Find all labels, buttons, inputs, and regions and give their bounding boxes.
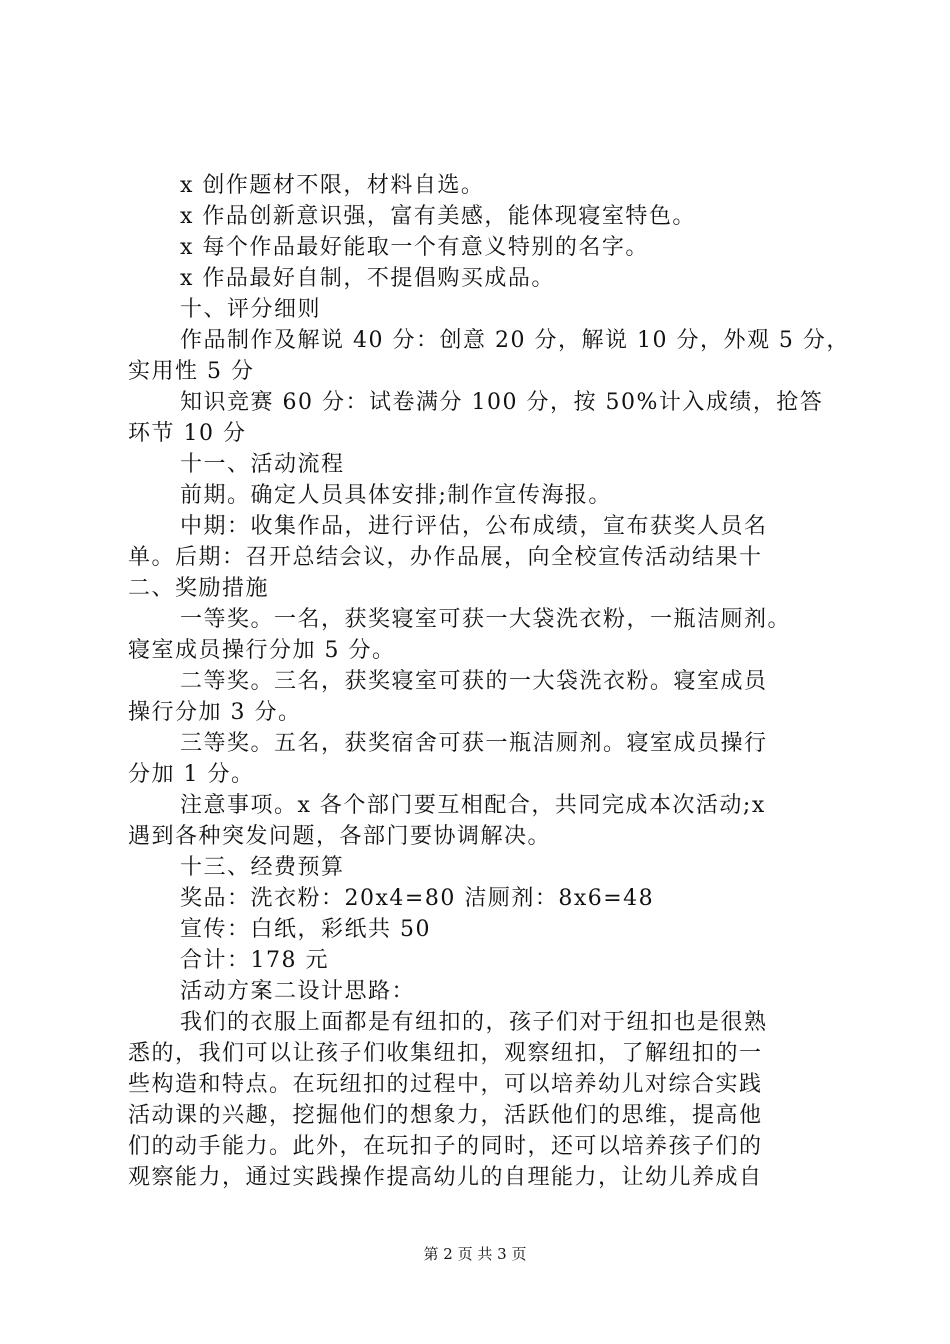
text-line: 奖品：洗衣粉：20x4=80 洁厕剂：8x6=48 bbox=[180, 886, 655, 911]
text-line: 悉的，我们可以让孩子们收集纽扣，观察纽扣，了解纽扣的一 bbox=[128, 1041, 763, 1066]
text-line: x 作品最好自制，不提倡购买成品。 bbox=[180, 266, 555, 291]
text-line: 遇到各种突发问题，各部门要协调解决。 bbox=[128, 824, 552, 849]
text-line: 活动方案二设计思路： bbox=[180, 979, 416, 1004]
text-line: 合计：178 元 bbox=[180, 948, 329, 973]
text-line: 些构造和特点。在玩纽扣的过程中，可以培养幼儿对综合实践 bbox=[128, 1072, 763, 1097]
text-line: 寝室成员操行分加 5 分。 bbox=[128, 638, 396, 663]
text-line: 单。后期：召开总结会议，办作品展，向全校宣传活动结果十 bbox=[128, 545, 763, 570]
text-line: 十、评分细则 bbox=[180, 297, 322, 322]
text-line: 知识竞赛 60 分：试卷满分 100 分，按 50%计入成绩，抢答 bbox=[180, 390, 824, 415]
text-line: 二、奖励措施 bbox=[128, 576, 270, 601]
text-line: 分加 1 分。 bbox=[128, 762, 255, 787]
document-body bbox=[128, 170, 853, 1193]
text-line: 三等奖。五名，获奖宿舍可获一瓶洁厕剂。寝室成员操行 bbox=[180, 731, 768, 756]
text-line: x 每个作品最好能取一个有意义特别的名字。 bbox=[180, 235, 649, 260]
text-line: x 作品创新意识强，富有美感，能体现寝室特色。 bbox=[180, 204, 696, 229]
text-line: 观察能力，通过实践操作提高幼儿的自理能力，让幼儿养成自 bbox=[128, 1165, 763, 1190]
text-line: 宣传：白纸，彩纸共 50 bbox=[180, 917, 431, 942]
text-line: 环节 10 分 bbox=[128, 421, 247, 446]
text-line: 实用性 5 分 bbox=[128, 359, 255, 384]
text-line: 十三、经费预算 bbox=[180, 855, 345, 880]
text-line: x 创作题材不限，材料自选。 bbox=[180, 173, 485, 198]
text-line: 中期：收集作品，进行评估，公布成绩，宣布获奖人员名 bbox=[180, 514, 768, 539]
text-line: 前期。确定人员具体安排;制作宣传海报。 bbox=[180, 483, 612, 508]
text-line: 一等奖。一名，获奖寝室可获一大袋洗衣粉，一瓶洁厕剂。 bbox=[180, 607, 792, 632]
page-footer: 第 2 页 共 3 页 bbox=[423, 1245, 527, 1263]
text-line: 们的动手能力。此外，在玩扣子的同时，还可以培养孩子们的 bbox=[128, 1134, 763, 1159]
text-line: 二等奖。三名，获奖寝室可获的一大袋洗衣粉。寝室成员 bbox=[180, 669, 768, 694]
text-line: 十一、活动流程 bbox=[180, 452, 345, 477]
text-line: 活动课的兴趣，挖掘他们的想象力，活跃他们的思维，提高他 bbox=[128, 1103, 763, 1128]
text-line: 作品制作及解说 40 分：创意 20 分，解说 10 分，外观 5 分， bbox=[180, 328, 850, 353]
text-line: 我们的衣服上面都是有纽扣的，孩子们对于纽扣也是很熟 bbox=[180, 1010, 768, 1035]
text-line: 操行分加 3 分。 bbox=[128, 700, 302, 725]
text-line: 注意事项。x 各个部门要互相配合，共同完成本次活动;x bbox=[180, 793, 766, 818]
